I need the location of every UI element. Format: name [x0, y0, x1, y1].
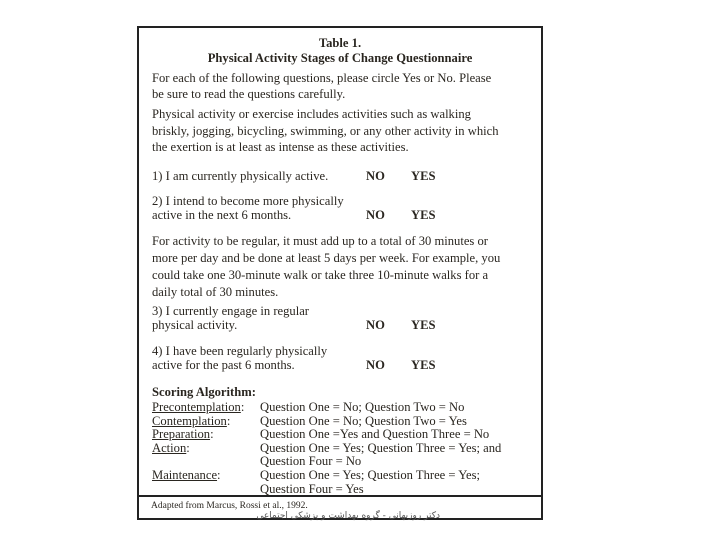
question-3-text: physical activity. — [152, 318, 238, 332]
scoring-rule: Question One = Yes; Question Three = Yes; — [260, 468, 481, 482]
question-4-text: active for the past 6 months. — [152, 358, 295, 372]
regular-note-line: daily total of 30 minutes. — [152, 285, 279, 299]
question-4-yes[interactable]: YES — [411, 358, 436, 372]
stage-label: Contemplation — [152, 414, 227, 428]
question-1-text: 1) I am currently physically active. — [152, 169, 329, 183]
stage-label: Precontemplation — [152, 400, 241, 414]
scoring-rule: Question One =Yes and Question Three = No — [260, 427, 490, 441]
scoring-stage-maintenance: Maintenance: — [152, 468, 221, 482]
definition-line: briskly, jogging, bicycling, swimming, or any other activity in which — [152, 124, 499, 138]
question-2-yes[interactable]: YES — [411, 208, 436, 222]
scoring-rule: Question One = No; Question Two = No — [260, 400, 465, 414]
watermark-text: دکتر روزبهانی - گروه بهداشت و پزشکی اجتماعی — [256, 511, 440, 521]
table-label: Table 1. — [318, 36, 362, 50]
scoring-rule: Question Four = Yes — [260, 482, 364, 496]
question-1-no[interactable]: NO — [366, 169, 385, 183]
question-2-no[interactable]: NO — [366, 208, 385, 222]
question-4-no[interactable]: NO — [366, 358, 385, 372]
document-title: Physical Activity Stages of Change Questionnaire — [207, 51, 473, 65]
definition-line: the exertion is at least as intense as these activities. — [152, 140, 409, 154]
regular-note-line: For activity to be regular, it must add up to a total of 30 minutes or — [152, 234, 488, 248]
scoring-stage-contemplation: Contemplation: — [152, 414, 231, 428]
question-4-text: 4) I have been regularly physically — [152, 344, 328, 358]
question-2-text: 2) I intend to become more physically — [152, 194, 344, 208]
scoring-heading: Scoring Algorithm: — [152, 385, 256, 399]
instructions-line: For each of the following questions, please circle Yes or No. Please — [152, 71, 492, 85]
instructions-line: be sure to read the questions carefully. — [152, 87, 346, 101]
scoring-stage-preparation: Preparation: — [152, 427, 214, 441]
stage-label: Maintenance — [152, 468, 218, 482]
scoring-rule: Question Four = No — [260, 454, 362, 468]
question-3-no[interactable]: NO — [366, 318, 385, 332]
regular-note-line: more per day and be done at least 5 days per week. For example, you — [152, 251, 501, 265]
scoring-stage-action: Action: — [152, 441, 190, 455]
scoring-stage-precontemplation: Precontemplation: — [152, 400, 245, 414]
stage-label: Action — [152, 441, 187, 455]
question-3-yes[interactable]: YES — [411, 318, 436, 332]
question-1-yes[interactable]: YES — [411, 169, 436, 183]
definition-line: Physical activity or exercise includes activities such as walking — [152, 107, 471, 121]
scoring-rule: Question One = Yes; Question Three = Yes; and — [260, 441, 502, 455]
scoring-rule: Question One = No; Question Two = Yes — [260, 414, 467, 428]
citation: Adapted from Marcus, Rossi et al., 1992. — [151, 501, 308, 511]
stage-label: Preparation — [152, 427, 211, 441]
regular-note-line: could take one 30-minute walk or take three 10-minute walks for a — [152, 268, 489, 282]
question-2-text: active in the next 6 months. — [152, 208, 292, 222]
question-3-text: 3) I currently engage in regular — [152, 304, 309, 318]
